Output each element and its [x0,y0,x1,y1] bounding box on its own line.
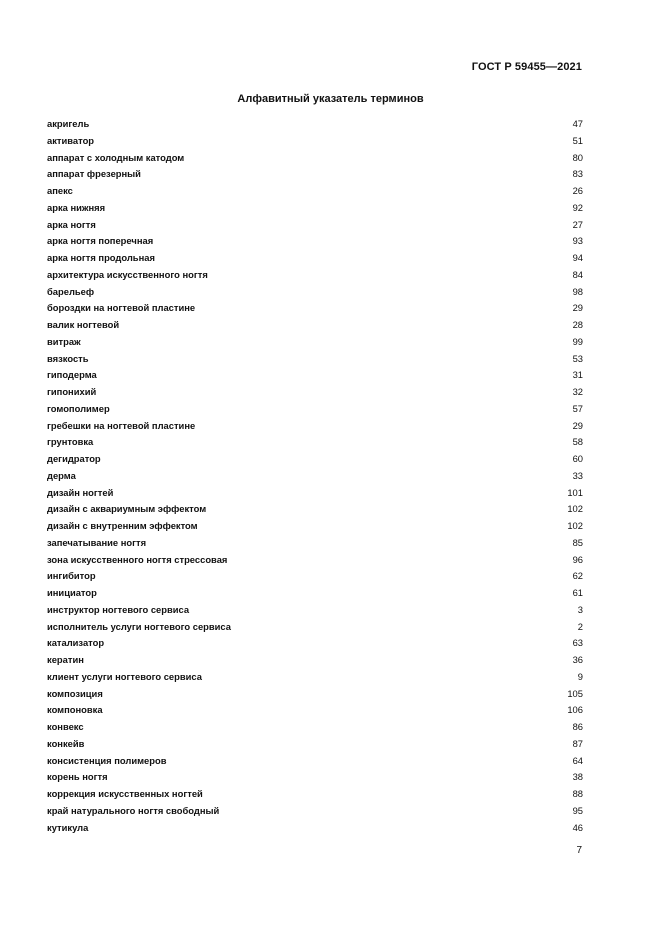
index-term: активатор [47,134,95,146]
index-entry [47,451,583,468]
index-entry [47,535,583,552]
index-page-ref: 60 [572,453,583,464]
index-entry [47,803,583,820]
index-entry [47,468,583,485]
index-page-ref: 27 [572,218,583,230]
index-entry [47,769,583,786]
index-page-ref: 96 [572,553,583,565]
index-term: архитектура искусственного ногтя [47,268,208,280]
index-term: акригель [47,118,90,129]
document-code: ГОСТ Р 59455—2021 [471,61,582,73]
index-page-ref: 94 [572,252,583,263]
index-entry [47,183,583,200]
index-entry [47,568,583,585]
index-term: гомополимер [47,402,110,414]
index-term: кератин [47,654,84,665]
index-entry [47,150,583,167]
index-term: грунтовка [47,436,94,448]
index-term: катализатор [47,637,105,649]
index-term: коррекция искусственных ногтей [47,788,203,799]
index-term: дизайн ногтей [47,486,114,498]
index-page-ref: 62 [572,570,583,582]
index-entry [47,334,583,351]
index-term: витраж [47,335,81,347]
index-term: консистенция полимеров [47,754,167,766]
index-page-ref: 95 [572,804,583,816]
index-term: кутикула [47,821,89,833]
index-term: запечатывание ногтя [47,536,147,548]
index-entry [47,702,583,719]
index-page-ref: 61 [572,587,583,598]
index-term: дерма [47,469,76,481]
index-page-ref: 47 [572,118,583,129]
index-entry [47,585,583,602]
index-page-ref: 106 [567,704,583,716]
index-term: гипонихий [47,386,97,397]
index-term: вязкость [47,352,89,364]
index-page-ref: 86 [572,721,583,732]
index-entry [47,418,583,435]
index-term: арка ногтя продольная [47,252,155,263]
index-page-ref: 33 [572,469,583,481]
index-term: валик ногтевой [47,319,120,330]
index-entry [47,501,583,518]
index-entry [47,434,583,451]
index-entry [47,652,583,669]
index-page-ref: 29 [572,302,583,314]
index-page-ref: 53 [572,352,583,364]
index-page-ref: 93 [572,235,583,247]
index-page-ref: 64 [572,754,583,766]
index-entry [47,116,583,133]
index-entry [47,351,583,368]
page-number: 7 [576,845,582,856]
index-page-ref: 85 [572,536,583,548]
index-entry [47,233,583,250]
index-entry [47,166,583,183]
index-term: арка нижняя [47,201,106,213]
index-page-ref: 51 [572,134,583,146]
index-term: конкейв [47,737,85,749]
index-entry [47,719,583,736]
index-entry [47,753,583,770]
index-page-ref: 83 [572,168,583,180]
index-term: гребешки на ногтевой пластине [47,419,196,431]
index-entry [47,485,583,502]
index-entry [47,820,583,837]
index-entry [47,267,583,284]
index-entry [47,284,583,301]
index-term: конвекс [47,721,84,732]
index-entry [47,736,583,753]
index-page-ref: 31 [572,369,583,381]
index-page-ref: 2 [577,620,583,632]
index-term: бороздки на ногтевой пластине [47,302,196,314]
index-page-ref: 36 [572,654,583,665]
index-term: дизайн с внутренним эффектом [47,520,198,531]
index-entry [47,133,583,150]
index-page-ref: 101 [567,486,583,498]
index-term: гиподерма [47,369,97,381]
index-page-ref: 105 [567,687,583,699]
index-term: композиция [47,687,103,699]
index-term: барельеф [47,285,95,297]
page-title: Алфавитный указатель терминов [237,93,424,105]
index-page-ref: 88 [572,788,583,799]
term-index-list [47,116,583,836]
index-page-ref: 38 [572,771,583,783]
index-entry [47,552,583,569]
index-page-ref: 28 [572,319,583,330]
index-page-ref: 29 [572,419,583,431]
index-entry [47,518,583,535]
index-term: инструктор ногтевого сервиса [47,603,190,615]
index-page-ref: 98 [572,285,583,297]
index-page-ref: 102 [567,503,583,515]
index-entry [47,367,583,384]
index-entry [47,635,583,652]
index-entry [47,217,583,234]
index-entry [47,317,583,334]
index-page-ref: 63 [572,637,583,649]
index-term: аппарат фрезерный [47,168,141,180]
index-page-ref: 57 [572,402,583,414]
index-page-ref: 99 [572,335,583,347]
index-page-ref: 3 [577,603,583,615]
index-page-ref: 92 [572,201,583,213]
index-term: инициатор [47,587,97,598]
index-entry [47,686,583,703]
index-term: дегидратор [47,453,101,464]
index-term: арка ногтя поперечная [47,235,154,247]
index-page-ref: 26 [572,185,583,196]
index-entry [47,384,583,401]
index-page-ref: 9 [577,670,583,682]
index-entry [47,669,583,686]
index-term: зона искусственного ногтя стрессовая [47,553,228,565]
index-page-ref: 80 [572,151,583,163]
index-term: исполнитель услуги ногтевого сервиса [47,620,231,632]
index-page-ref: 87 [572,737,583,749]
index-term: клиент услуги ногтевого сервиса [47,670,202,682]
index-term: корень ногтя [47,771,108,783]
index-page-ref: 102 [567,520,583,531]
index-term: дизайн с аквариумным эффектом [47,503,207,515]
index-entry [47,300,583,317]
index-entry [47,786,583,803]
index-page-ref: 84 [572,268,583,280]
index-term: край натурального ногтя свободный [47,804,220,816]
index-page-ref: 32 [572,386,583,397]
index-entry [47,250,583,267]
index-term: аппарат с холодным катодом [47,151,185,163]
index-term: арка ногтя [47,218,96,230]
index-term: компоновка [47,704,103,716]
index-entry [47,619,583,636]
index-entry [47,602,583,619]
index-entry [47,200,583,217]
index-term: апекс [47,185,73,196]
index-page-ref: 58 [572,436,583,448]
index-term: ингибитор [47,570,96,582]
index-entry [47,401,583,418]
index-page-ref: 46 [572,821,583,833]
